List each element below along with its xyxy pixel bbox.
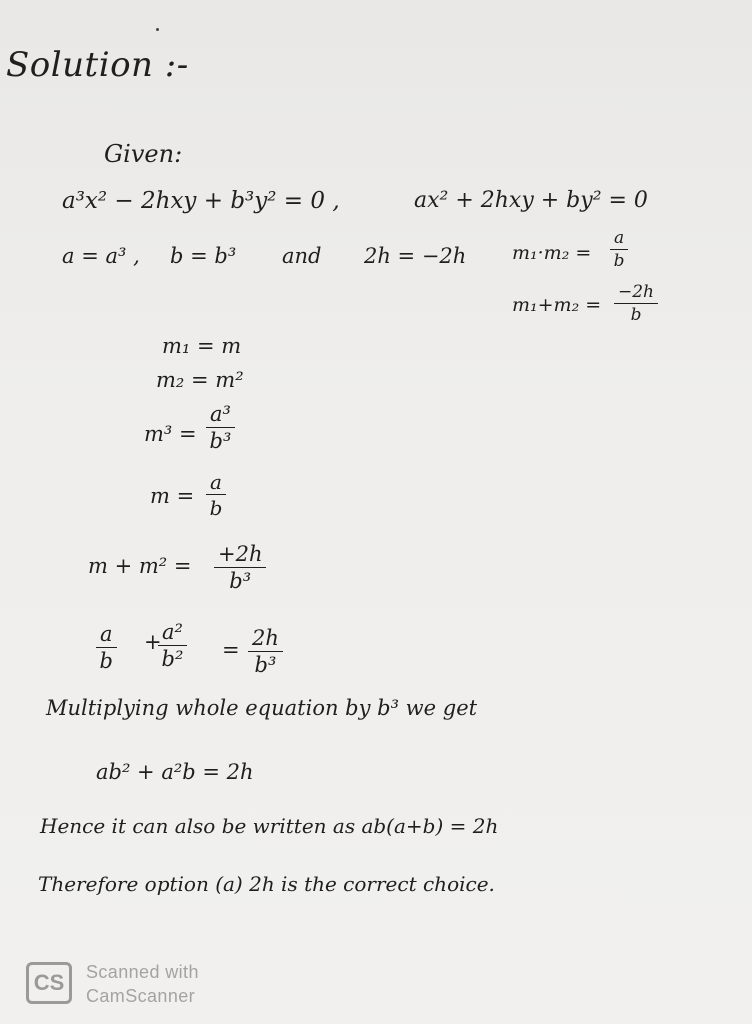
m-cubed-numerator: a³ (206, 404, 235, 428)
watermark-line-2: CamScanner (86, 986, 196, 1006)
result-line: ab² + a²b = 2h (96, 760, 254, 784)
and-word: and (282, 244, 322, 268)
sum-denominator: b (630, 305, 642, 325)
substitution-fraction-2 (158, 622, 187, 670)
step-sum-denominator: b³ (229, 569, 252, 593)
step-sum-lhs: m + m² = (88, 554, 192, 578)
sum-numerator: −2h (614, 284, 658, 304)
camscanner-logo: CS (26, 962, 72, 1004)
fraction-2-numerator: a² (158, 622, 187, 646)
step-sum-fraction (214, 544, 266, 592)
fraction-3-numerator: 2h (248, 628, 283, 652)
step-m-cubed-fraction (206, 404, 235, 452)
plus-sign: + (144, 630, 162, 654)
step-m1: m₁ = m (162, 334, 242, 358)
m-cubed-denominator: b³ (209, 429, 232, 453)
substitution-fraction-3 (248, 628, 283, 676)
ink-speck (156, 28, 159, 31)
second-equation: ax² + 2hxy + by² = 0 (414, 188, 648, 213)
given-label: Given: (104, 140, 183, 168)
m-numerator: a (206, 472, 226, 495)
first-equation: a³x² − 2hxy + b³y² = 0 , (62, 188, 340, 214)
product-of-slopes-lhs: m₁·m₂ = (512, 242, 592, 264)
step-m-lhs: m = (150, 484, 195, 508)
watermark-line-1: Scanned with (86, 962, 199, 982)
therefore-line: Therefore option (a) 2h is the correct choice. (38, 872, 495, 896)
fraction-1-denominator: b (99, 649, 113, 673)
h-relation: 2h = −2h (364, 244, 467, 268)
m-denominator: b (209, 496, 223, 520)
step-m-fraction (206, 472, 226, 518)
b-relation: b = b³ (170, 244, 237, 268)
equals-sign: = (222, 638, 240, 662)
step-m2: m₂ = m² (156, 368, 244, 392)
product-denominator: b (613, 251, 625, 271)
fraction-2-denominator: b² (161, 647, 184, 671)
a-relation: a = a³ , (62, 244, 140, 268)
multiplying-line: Multiplying whole equation by b³ we get (46, 696, 478, 720)
product-numerator: a (610, 230, 628, 250)
hence-line: Hence it can also be written as ab(a+b) = 2h (40, 814, 499, 838)
sum-of-slopes-fraction (614, 284, 658, 324)
sum-of-slopes-lhs: m₁+m₂ = (512, 294, 602, 316)
fraction-1-numerator: a (96, 624, 117, 648)
substitution-fraction-1 (96, 624, 117, 672)
product-of-slopes-fraction (610, 230, 628, 270)
fraction-3-denominator: b³ (254, 653, 277, 677)
step-sum-numerator: +2h (214, 544, 266, 568)
step-m-cubed-lhs: m³ = (144, 422, 197, 446)
solution-heading: Solution :- (6, 45, 189, 85)
